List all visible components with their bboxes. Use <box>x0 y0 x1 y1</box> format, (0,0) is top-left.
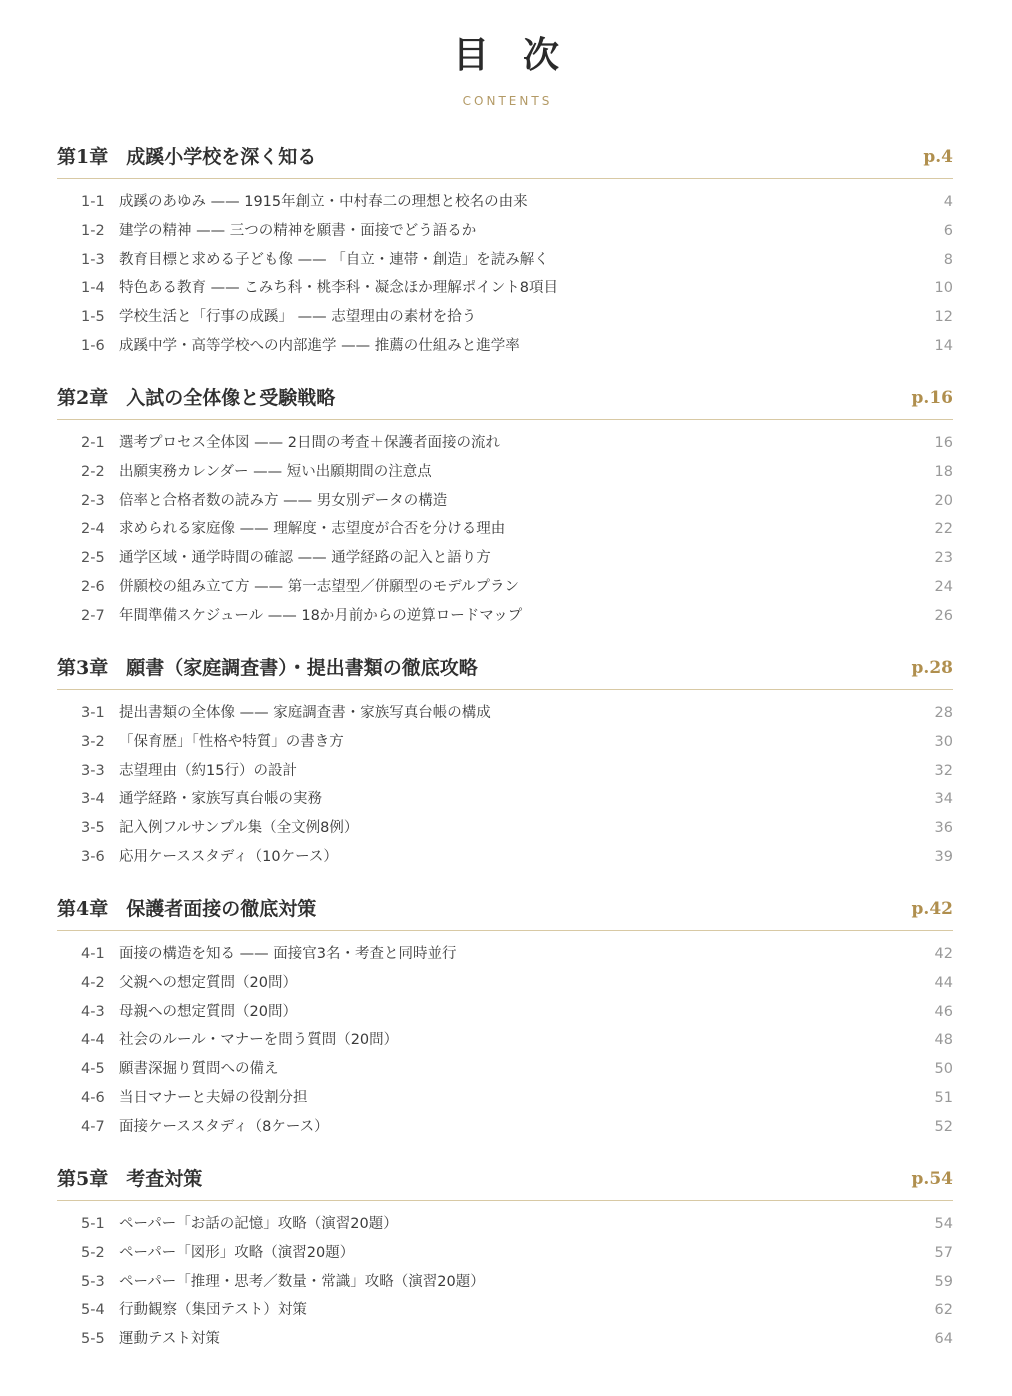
section-title: 倍率と合格者数の読み方 —— 男女別データの構造 <box>119 492 448 509</box>
chapter-title <box>57 1166 202 1192</box>
toc-entry[interactable] <box>57 458 953 487</box>
toc-entry[interactable] <box>57 274 953 303</box>
toc-entry[interactable] <box>57 1296 953 1325</box>
section-title: 併願校の組み立て方 —— 第一志望型／併願型のモデルプラン <box>119 578 519 595</box>
section-title: 成蹊のあゆみ —— 1915年創立・中村春二の理想と校名の由来 <box>119 194 528 210</box>
section-list <box>57 179 953 361</box>
section-number: 4-2 <box>81 974 105 991</box>
section-title: ペーパー「お話の記憶」攻略（演習20題） <box>119 1216 398 1232</box>
section-page-number: 62 <box>934 1302 953 1319</box>
section-page-number: 59 <box>934 1273 953 1290</box>
toc-entry[interactable] <box>57 728 953 757</box>
section-number: 5-2 <box>81 1244 105 1261</box>
chapter-number: 第4章 <box>57 898 109 920</box>
section-page-number: 26 <box>934 607 953 624</box>
section-title: 応用ケーススタディ（10ケース） <box>119 848 338 865</box>
section-page-number: 8 <box>943 251 953 268</box>
toc-entry[interactable] <box>57 573 953 602</box>
section-number: 3-4 <box>81 791 105 808</box>
chapter-name: 考査対策 <box>126 1168 203 1190</box>
section-page-number: 42 <box>934 946 953 962</box>
chapter-number: 第2章 <box>57 387 109 409</box>
section-number: 5-1 <box>81 1216 105 1232</box>
section-page-number: 44 <box>934 974 953 991</box>
section-title: 出願実務カレンダー —— 短い出願期間の注意点 <box>119 463 432 480</box>
chapter-heading[interactable] <box>57 890 953 931</box>
section-title: 求められる家庭像 —— 理解度・志望度が合否を分ける理由 <box>119 521 506 538</box>
toc-entry[interactable] <box>57 1055 953 1084</box>
section-title: 母親への想定質問（20問） <box>119 1003 297 1020</box>
section-page-number: 64 <box>934 1331 953 1348</box>
section-number: 1-5 <box>81 309 105 326</box>
section-title: 成蹊中学・高等学校への内部進学 —— 推薦の仕組みと進学率 <box>119 337 520 354</box>
toc-entry[interactable] <box>57 757 953 786</box>
chapter-title <box>57 144 316 170</box>
section-number: 1-2 <box>81 222 105 239</box>
section-number: 2-7 <box>81 607 105 624</box>
section-title: 父親への想定質問（20問） <box>119 974 297 991</box>
section-page-number: 32 <box>934 762 953 779</box>
toc-entry[interactable] <box>57 1113 953 1142</box>
section-title: 面接ケーススタディ（8ケース） <box>119 1118 329 1135</box>
section-list <box>57 931 953 1142</box>
section-title: 記入例フルサンプル集（全文例8例） <box>119 820 359 837</box>
section-title: 「保育歴」「性格や特質」の書き方 <box>119 733 344 750</box>
toc-entry[interactable] <box>57 217 953 246</box>
chapter-4 <box>57 890 953 1142</box>
chapter-heading[interactable] <box>57 649 953 690</box>
section-title: 提出書類の全体像 —— 家庭調査書・家族写真台帳の構成 <box>119 705 491 721</box>
section-title: 建学の精神 —— 三つの精神を願書・面接でどう語るか <box>119 222 477 239</box>
section-number: 2-2 <box>81 463 105 480</box>
section-number: 1-4 <box>81 280 105 297</box>
section-title: 年間準備スケジュール —— 18か月前からの逆算ロードマップ <box>119 607 523 624</box>
toc-entry[interactable] <box>57 843 953 872</box>
page-title: 目次 <box>452 34 593 76</box>
section-page-number: 54 <box>934 1216 953 1232</box>
section-page-number: 16 <box>934 435 953 451</box>
chapter-number: 第1章 <box>57 146 109 168</box>
section-number: 1-6 <box>81 337 105 354</box>
toc-entry[interactable] <box>57 544 953 573</box>
toc-entry[interactable] <box>57 940 953 969</box>
section-title: 運動テスト対策 <box>119 1331 220 1348</box>
section-title: 通学経路・家族写真台帳の実務 <box>119 791 322 808</box>
chapter-page-number: p.4 <box>923 147 953 167</box>
section-number: 5-5 <box>81 1331 105 1348</box>
chapter-name: 保護者面接の徹底対策 <box>126 898 317 920</box>
chapter-heading[interactable] <box>57 379 953 420</box>
toc-entry[interactable] <box>57 1210 953 1239</box>
toc-entry[interactable] <box>57 699 953 728</box>
chapter-number: 第5章 <box>57 1168 109 1190</box>
section-list <box>57 420 953 631</box>
section-page-number: 4 <box>943 194 953 210</box>
toc-entry[interactable] <box>57 487 953 516</box>
chapter-page-number: p.54 <box>911 1169 953 1189</box>
chapter-name: 成蹊小学校を深く知る <box>126 146 317 168</box>
section-number: 3-1 <box>81 705 105 721</box>
toc-entry[interactable] <box>57 429 953 458</box>
section-number: 5-3 <box>81 1273 105 1290</box>
page-subtitle: CONTENTS <box>462 94 553 108</box>
section-number: 4-7 <box>81 1118 105 1135</box>
section-page-number: 36 <box>934 820 953 837</box>
section-page-number: 18 <box>934 463 953 480</box>
chapter-page-number: p.16 <box>911 388 953 408</box>
section-number: 1-1 <box>81 194 105 210</box>
section-number: 5-4 <box>81 1302 105 1319</box>
section-list <box>57 690 953 872</box>
section-page-number: 12 <box>934 309 953 326</box>
chapter-3 <box>57 649 953 872</box>
section-page-number: 34 <box>934 791 953 808</box>
toc-entry[interactable] <box>57 332 953 361</box>
section-title: 行動観察（集団テスト）対策 <box>119 1302 307 1319</box>
chapter-1 <box>57 138 953 361</box>
section-page-number: 30 <box>934 733 953 750</box>
chapter-name: 入試の全体像と受験戦略 <box>126 387 336 409</box>
section-number: 3-6 <box>81 848 105 865</box>
section-number: 2-1 <box>81 435 105 451</box>
toc-entry[interactable] <box>57 303 953 332</box>
section-page-number: 48 <box>934 1032 953 1049</box>
chapter-page-number: p.42 <box>911 899 953 919</box>
chapter-5 <box>57 1160 953 1354</box>
section-number: 2-5 <box>81 550 105 567</box>
section-number: 4-3 <box>81 1003 105 1020</box>
section-number: 4-1 <box>81 946 105 962</box>
section-title: 面接の構造を知る —— 面接官3名・考査と同時並行 <box>119 946 457 962</box>
section-page-number: 14 <box>934 337 953 354</box>
section-page-number: 20 <box>934 492 953 509</box>
chapter-heading[interactable] <box>57 138 953 179</box>
section-number: 4-5 <box>81 1061 105 1078</box>
chapter-heading[interactable] <box>57 1160 953 1201</box>
section-page-number: 22 <box>934 521 953 538</box>
section-number: 3-2 <box>81 733 105 750</box>
section-title: 選考プロセス全体図 —— 2日間の考査＋保護者面接の流れ <box>119 435 500 451</box>
section-page-number: 52 <box>934 1118 953 1135</box>
toc-entry[interactable] <box>57 1084 953 1113</box>
section-number: 3-3 <box>81 762 105 779</box>
chapter-page-number: p.28 <box>911 658 953 678</box>
toc-entry[interactable] <box>57 1239 953 1268</box>
section-page-number: 28 <box>934 705 953 721</box>
section-page-number: 51 <box>934 1089 953 1106</box>
section-number: 4-4 <box>81 1032 105 1049</box>
section-title: 学校生活と「行事の成蹊」 —— 志望理由の素材を拾う <box>119 309 477 326</box>
section-title: 願書深掘り質問への備え <box>119 1061 279 1078</box>
section-number: 2-3 <box>81 492 105 509</box>
section-number: 4-6 <box>81 1089 105 1106</box>
section-number: 3-5 <box>81 820 105 837</box>
toc-entry[interactable] <box>57 188 953 217</box>
section-title: ペーパー「推理・思考／数量・常識」攻略（演習20題） <box>119 1273 485 1290</box>
section-page-number: 24 <box>934 578 953 595</box>
section-number: 2-4 <box>81 521 105 538</box>
section-page-number: 50 <box>934 1061 953 1078</box>
toc-entry[interactable] <box>57 602 953 631</box>
toc-entry[interactable] <box>57 1026 953 1055</box>
toc-entry[interactable] <box>57 1325 953 1354</box>
toc-entry[interactable] <box>57 1268 953 1297</box>
chapter-2 <box>57 379 953 631</box>
section-number: 2-6 <box>81 578 105 595</box>
chapter-title <box>57 896 316 922</box>
section-title: 志望理由（約15行）の設計 <box>119 762 297 779</box>
chapter-number: 第3章 <box>57 657 109 679</box>
section-page-number: 39 <box>934 848 953 865</box>
chapter-name: 願書（家庭調査書）・提出書類の徹底攻略 <box>126 657 478 679</box>
chapter-title <box>57 385 335 411</box>
chapter-title <box>57 655 478 681</box>
section-page-number: 46 <box>934 1003 953 1020</box>
toc-entry[interactable] <box>57 246 953 275</box>
section-list <box>57 1201 953 1354</box>
section-page-number: 10 <box>934 280 953 297</box>
section-title: 教育目標と求める子ども像 —— 「自立・連帯・創造」を読み解く <box>119 251 549 268</box>
toc-entry[interactable] <box>57 998 953 1027</box>
section-page-number: 57 <box>934 1244 953 1261</box>
section-title: 特色ある教育 —— こみち科・桃李科・凝念ほか理解ポイント8項目 <box>119 280 558 297</box>
toc-entry[interactable] <box>57 814 953 843</box>
section-page-number: 23 <box>934 550 953 567</box>
toc-entry[interactable] <box>57 969 953 998</box>
section-title: 社会のルール・マナーを問う質問（20問） <box>119 1032 399 1049</box>
toc-entry[interactable] <box>57 515 953 544</box>
section-title: 当日マナーと夫婦の役割分担 <box>119 1089 308 1106</box>
section-number: 1-3 <box>81 251 105 268</box>
section-page-number: 6 <box>943 222 953 239</box>
section-title: 通学区域・通学時間の確認 —— 通学経路の記入と語り方 <box>119 550 491 567</box>
toc-entry[interactable] <box>57 785 953 814</box>
section-title: ペーパー「図形」攻略（演習20題） <box>119 1244 355 1261</box>
